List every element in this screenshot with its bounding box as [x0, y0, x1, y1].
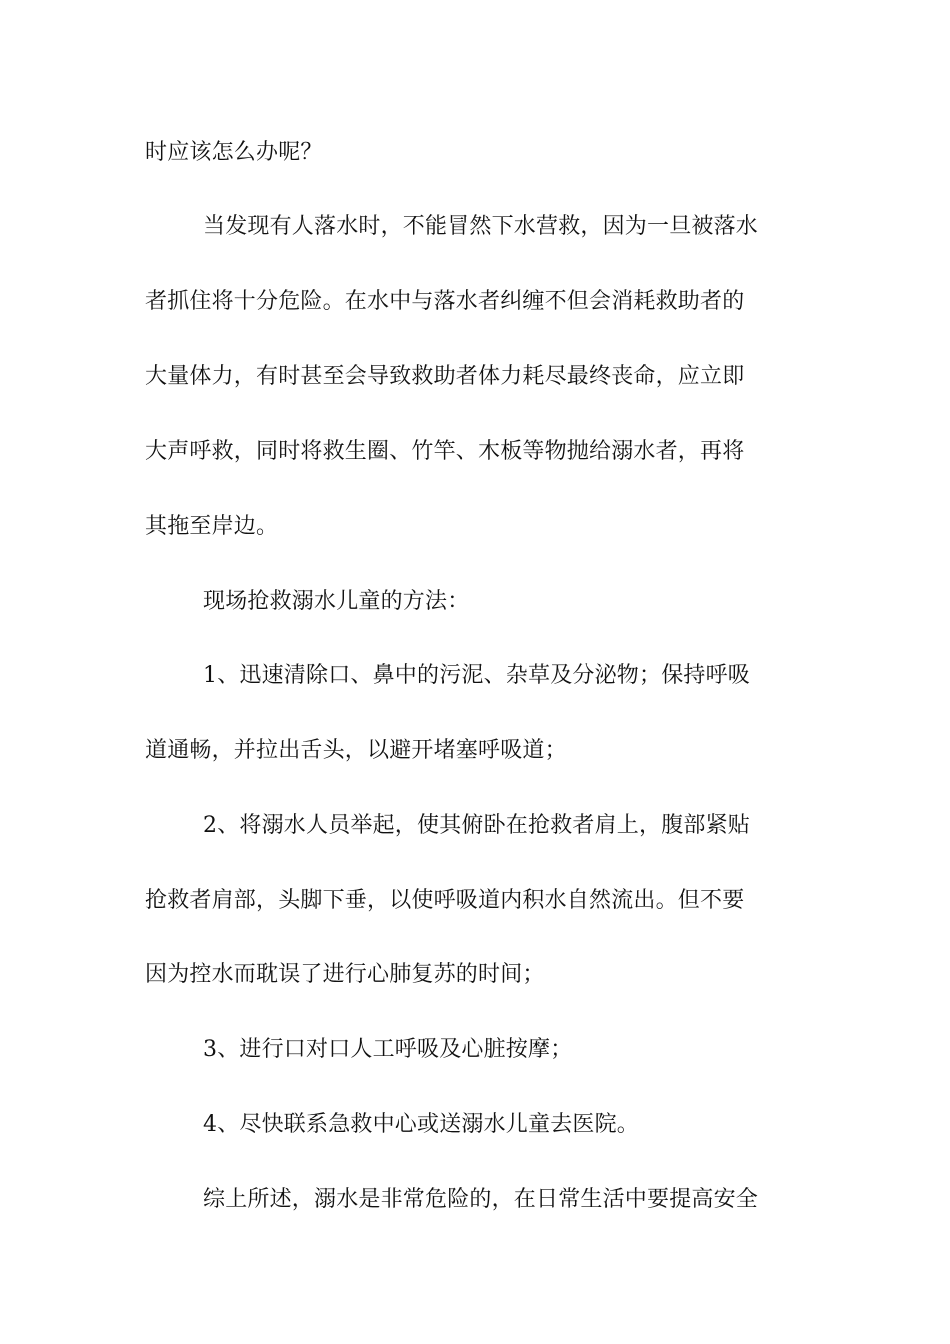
paragraph-conclusion: 综上所述，溺水是非常危险的，在日常生活中要提高安全	[203, 1187, 759, 1212]
list-item-2-continuation: 因为控水而耽误了进行心肺复苏的时间；	[145, 962, 545, 987]
text-line: 大声呼救，同时将救生圈、竹竿、木板等物抛给溺水者，再将	[145, 439, 745, 464]
section-heading-methods: 现场抢救溺水儿童的方法：	[203, 589, 470, 614]
list-item-1-continuation: 道通畅，并拉出舌头，以避开堵塞呼吸道；	[145, 738, 567, 763]
list-item-3: 3、进行口对口人工呼吸及心脏按摩；	[203, 1037, 573, 1062]
text-line: 其拖至岸边。	[145, 514, 279, 539]
text-line: 大量体力，有时甚至会导致救助者体力耗尽最终丧命，应立即	[145, 364, 745, 389]
list-item-2: 2、将溺水人员举起，使其俯卧在抢救者肩上，腹部紧贴	[203, 813, 750, 838]
list-item-1: 1、迅速清除口、鼻中的污泥、杂草及分泌物；保持呼吸	[203, 663, 750, 688]
list-item-2-continuation: 抢救者肩部，头脚下垂，以使呼吸道内积水自然流出。但不要	[145, 888, 745, 913]
text-line-continuation: 时应该怎么办呢？	[145, 140, 323, 165]
text-line: 者抓住将十分危险。在水中与落水者纠缠不但会消耗救助者的	[145, 289, 745, 314]
list-item-4: 4、尽快联系急救中心或送溺水儿童去医院。	[203, 1112, 639, 1137]
paragraph-rescue-start: 当发现有人落水时，不能冒然下水营救，因为一旦被落水	[203, 214, 759, 239]
